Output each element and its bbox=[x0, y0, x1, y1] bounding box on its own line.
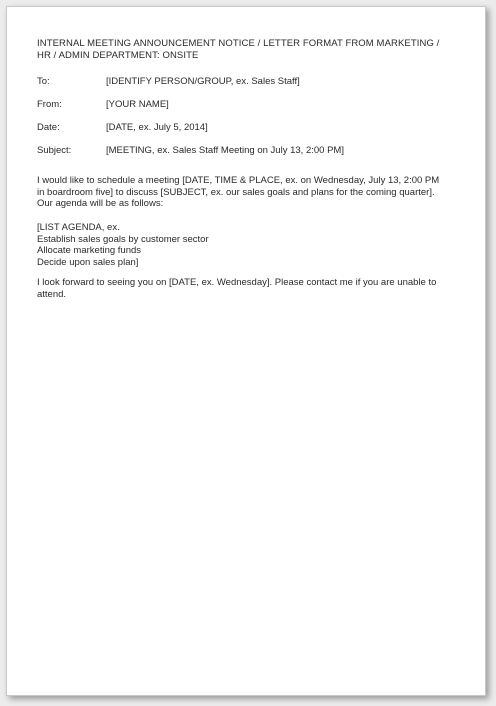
to-field bbox=[37, 76, 467, 88]
body-paragraph bbox=[37, 175, 467, 210]
subject-label: Subject: bbox=[37, 145, 72, 156]
agenda-line-1: [LIST AGENDA, ex. bbox=[37, 222, 120, 233]
body-line-2: in boardroom five] to discuss [SUBJECT, ex. our sales goals and plans for the coming quarter]. bbox=[37, 186, 435, 198]
body-line-1: I would like to schedule a meeting [DATE, TIME & PLACE, ex. on Wednesday, July 13, 2:00 PM bbox=[37, 175, 440, 186]
closing-line-2: attend. bbox=[37, 288, 67, 300]
closing-line-1: I look forward to seeing you on [DATE, ex. Wednesday]. Please contact me if you are unable to bbox=[37, 277, 437, 288]
date-value: [DATE, ex. July 5, 2014] bbox=[106, 122, 208, 133]
closing-paragraph bbox=[37, 277, 467, 300]
from-value: [YOUR NAME] bbox=[106, 99, 169, 110]
document-title bbox=[37, 38, 467, 61]
body-line-3: Our agenda will be as follows: bbox=[37, 198, 164, 209]
document-page bbox=[6, 6, 486, 696]
title-line-1: INTERNAL MEETING ANNOUNCEMENT NOTICE / LETTER FORMAT FROM MARKETING / bbox=[37, 38, 440, 49]
agenda-list bbox=[37, 222, 467, 268]
subject-value: [MEETING, ex. Sales Staff Meeting on July 13, 2:00 PM] bbox=[106, 145, 344, 156]
title-line-2: HR / ADMIN DEPARTMENT: ONSITE bbox=[37, 49, 199, 61]
agenda-line-4: Decide upon sales plan] bbox=[37, 256, 139, 268]
agenda-line-3: Allocate marketing funds bbox=[37, 245, 142, 256]
from-label: From: bbox=[37, 99, 62, 110]
from-field bbox=[37, 99, 467, 111]
date-field bbox=[37, 122, 467, 134]
subject-field bbox=[37, 145, 467, 157]
to-label: To: bbox=[37, 76, 50, 87]
agenda-line-2: Establish sales goals by customer sector bbox=[37, 233, 209, 245]
date-label: Date: bbox=[37, 122, 60, 133]
to-value: [IDENTIFY PERSON/GROUP, ex. Sales Staff] bbox=[106, 76, 300, 87]
